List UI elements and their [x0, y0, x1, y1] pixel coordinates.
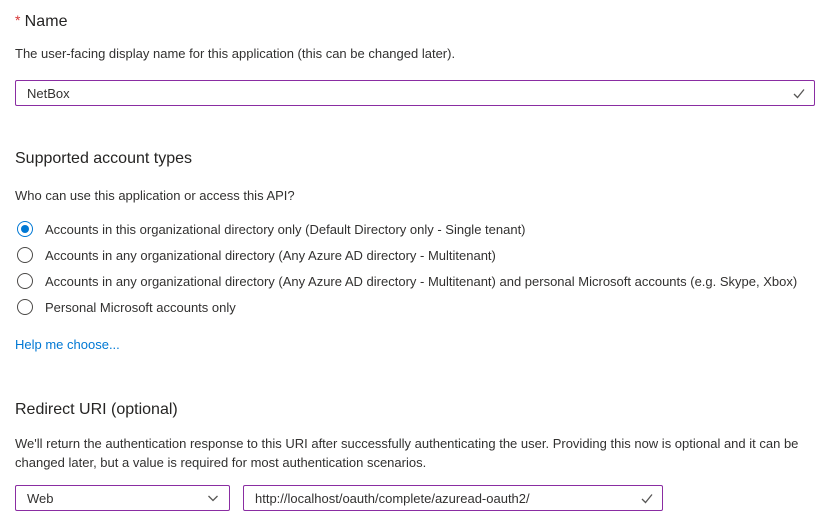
required-asterisk: * — [15, 12, 21, 28]
radio-option-label: Accounts in any organizational directory (Any Azure AD directory - Multitenant) — [45, 247, 496, 263]
radio-option-multitenant-personal[interactable] — [15, 268, 815, 294]
help-me-choose-link[interactable]: Help me choose... — [15, 337, 120, 352]
name-input-wrap — [15, 80, 815, 106]
name-field-label — [15, 12, 815, 31]
redirect-uri-row — [15, 485, 815, 511]
redirect-uri-input-wrap — [243, 485, 663, 511]
redirect-uri-input[interactable] — [243, 485, 663, 511]
name-section — [15, 12, 815, 106]
radio-option-label: Personal Microsoft accounts only — [45, 299, 236, 315]
platform-select-value: Web — [27, 490, 54, 506]
account-types-heading: Supported account types — [15, 150, 193, 167]
platform-select[interactable] — [15, 485, 230, 511]
account-types-radio-group — [15, 216, 815, 320]
name-input[interactable] — [15, 80, 815, 106]
radio-option-personal-only[interactable] — [15, 294, 815, 320]
radio-icon — [17, 247, 33, 263]
account-types-question: Who can use this application or access this API? — [15, 188, 295, 203]
radio-option-multitenant[interactable] — [15, 242, 815, 268]
radio-icon — [17, 221, 33, 237]
radio-option-single-tenant[interactable] — [15, 216, 815, 242]
supported-account-types-section — [15, 150, 815, 354]
redirect-uri-section — [15, 401, 815, 511]
chevron-down-icon — [206, 491, 220, 505]
name-label-text: Name — [24, 13, 68, 30]
redirect-uri-description: We'll return the authentication response to this URI after successfully authenticating the user. Providing this now is optional and it can be changed later, but a value is required for most authentication scenarios. — [15, 436, 799, 470]
redirect-uri-heading: Redirect URI (optional) — [15, 401, 178, 418]
radio-option-label: Accounts in any organizational directory (Any Azure AD directory - Multitenant) and personal Microsoft accounts (e.g. Skype, Xbox) — [45, 273, 798, 289]
radio-icon — [17, 273, 33, 289]
radio-option-label: Accounts in this organizational directory only (Default Directory only - Single tenant) — [45, 221, 526, 237]
radio-icon — [17, 299, 33, 315]
name-description: The user-facing display name for this application (this can be changed later). — [15, 46, 456, 61]
